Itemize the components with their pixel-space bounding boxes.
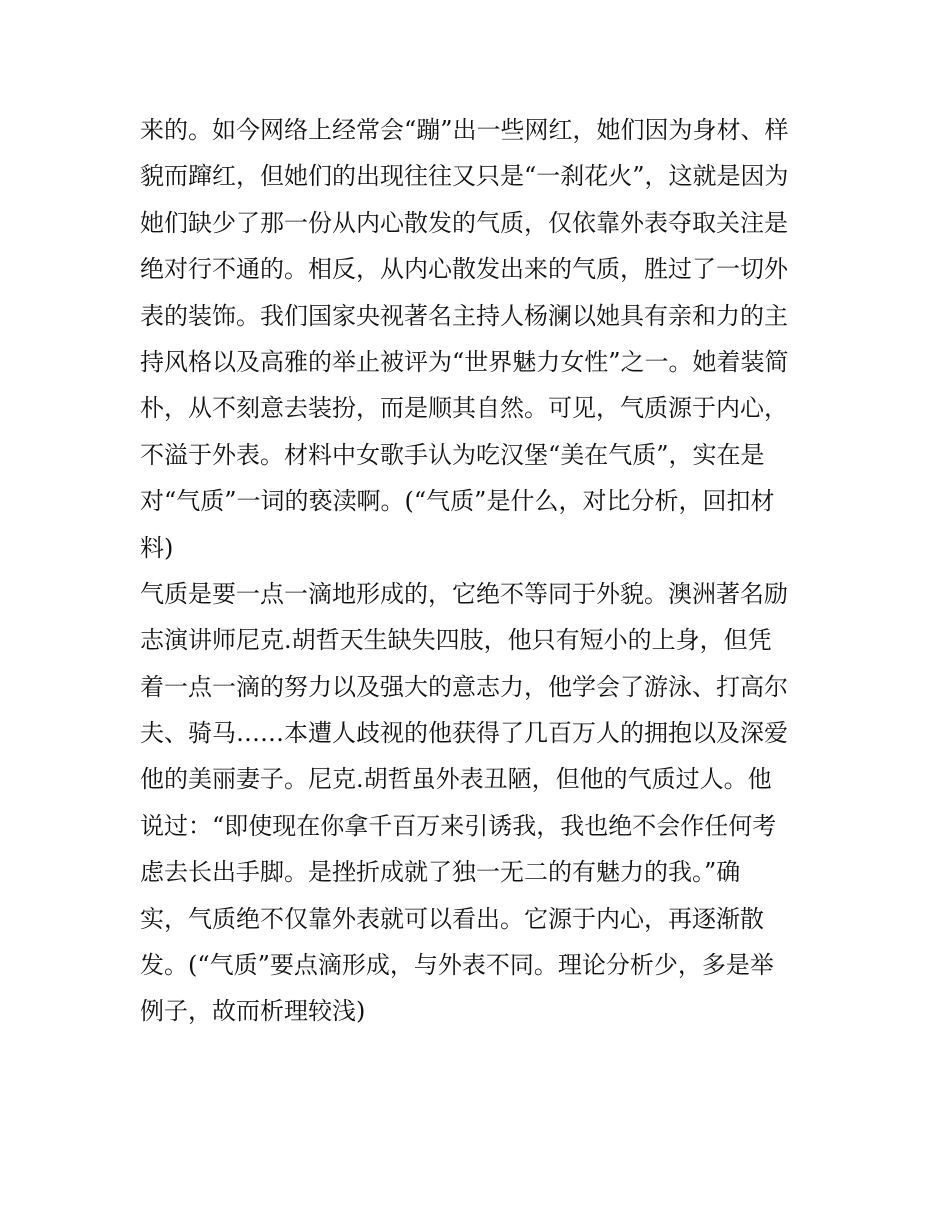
text-line: 着一点一滴的努力以及强大的意志力，他学会了游泳、打高尔 xyxy=(140,672,788,701)
text-line: 例子，故而析理较浅) xyxy=(140,997,366,1026)
text-line: 持风格以及高雅的举止被评为“世界魅力女性”之一。她着装简 xyxy=(140,347,789,376)
text-line: 发。(“气质”要点滴形成，与外表不同。理论分析少，多是举 xyxy=(140,951,774,980)
text-line: 绝对行不通的。相反，从内心散发出来的气质，胜过了一切外 xyxy=(140,255,788,284)
text-line: 说过：“即使现在你拿千百万来引诱我，我也绝不会作任何考 xyxy=(140,811,777,840)
essay-text xyxy=(140,107,830,1035)
text-line: 貌而蹿红，但她们的出现往往又只是“一刹花火”，这就是因为 xyxy=(140,162,789,191)
text-line: 不溢于外表。材料中女歌手认为吃汉堡“美在气质”，实在是 xyxy=(140,440,765,469)
text-line: 志演讲师尼克.胡哲天生缺失四肢，他只有短小的上身，但凭 xyxy=(140,626,772,655)
text-line: 来的。如今网络上经常会“蹦”出一些网红，她们因为身材、样 xyxy=(140,116,789,144)
text-line: 表的装饰。我们国家央视著名主持人杨澜以她具有亲和力的主 xyxy=(140,301,788,330)
text-line: 料) xyxy=(140,533,174,562)
text-line: 对“气质”一词的亵渎啊。(“气质”是什么，对比分析，回扣材 xyxy=(140,487,775,516)
text-line: 实，气质绝不仅靠外表就可以看出。它源于内心，再逐渐散 xyxy=(140,904,764,933)
text-line: 气质是要一点一滴地形成的，它绝不等同于外貌。澳洲著名励 xyxy=(140,579,788,608)
text-line: 朴，从不刻意去装扮，而是顺其自然。可见，气质源于内心， xyxy=(140,394,788,423)
text-line: 她们缺少了那一份从内心散发的气质，仅依靠外表夺取关注是 xyxy=(140,208,788,237)
text-line: 虑去长出手脚。是挫折成就了独一无二的有魅力的我。”确 xyxy=(140,858,741,887)
text-line: 他的美丽妻子。尼克.胡哲虽外表丑陋，但他的气质过人。他 xyxy=(140,765,772,794)
text-line: 夫、骑马……本遭人歧视的他获得了几百万人的拥抱以及深爱 xyxy=(140,719,788,748)
